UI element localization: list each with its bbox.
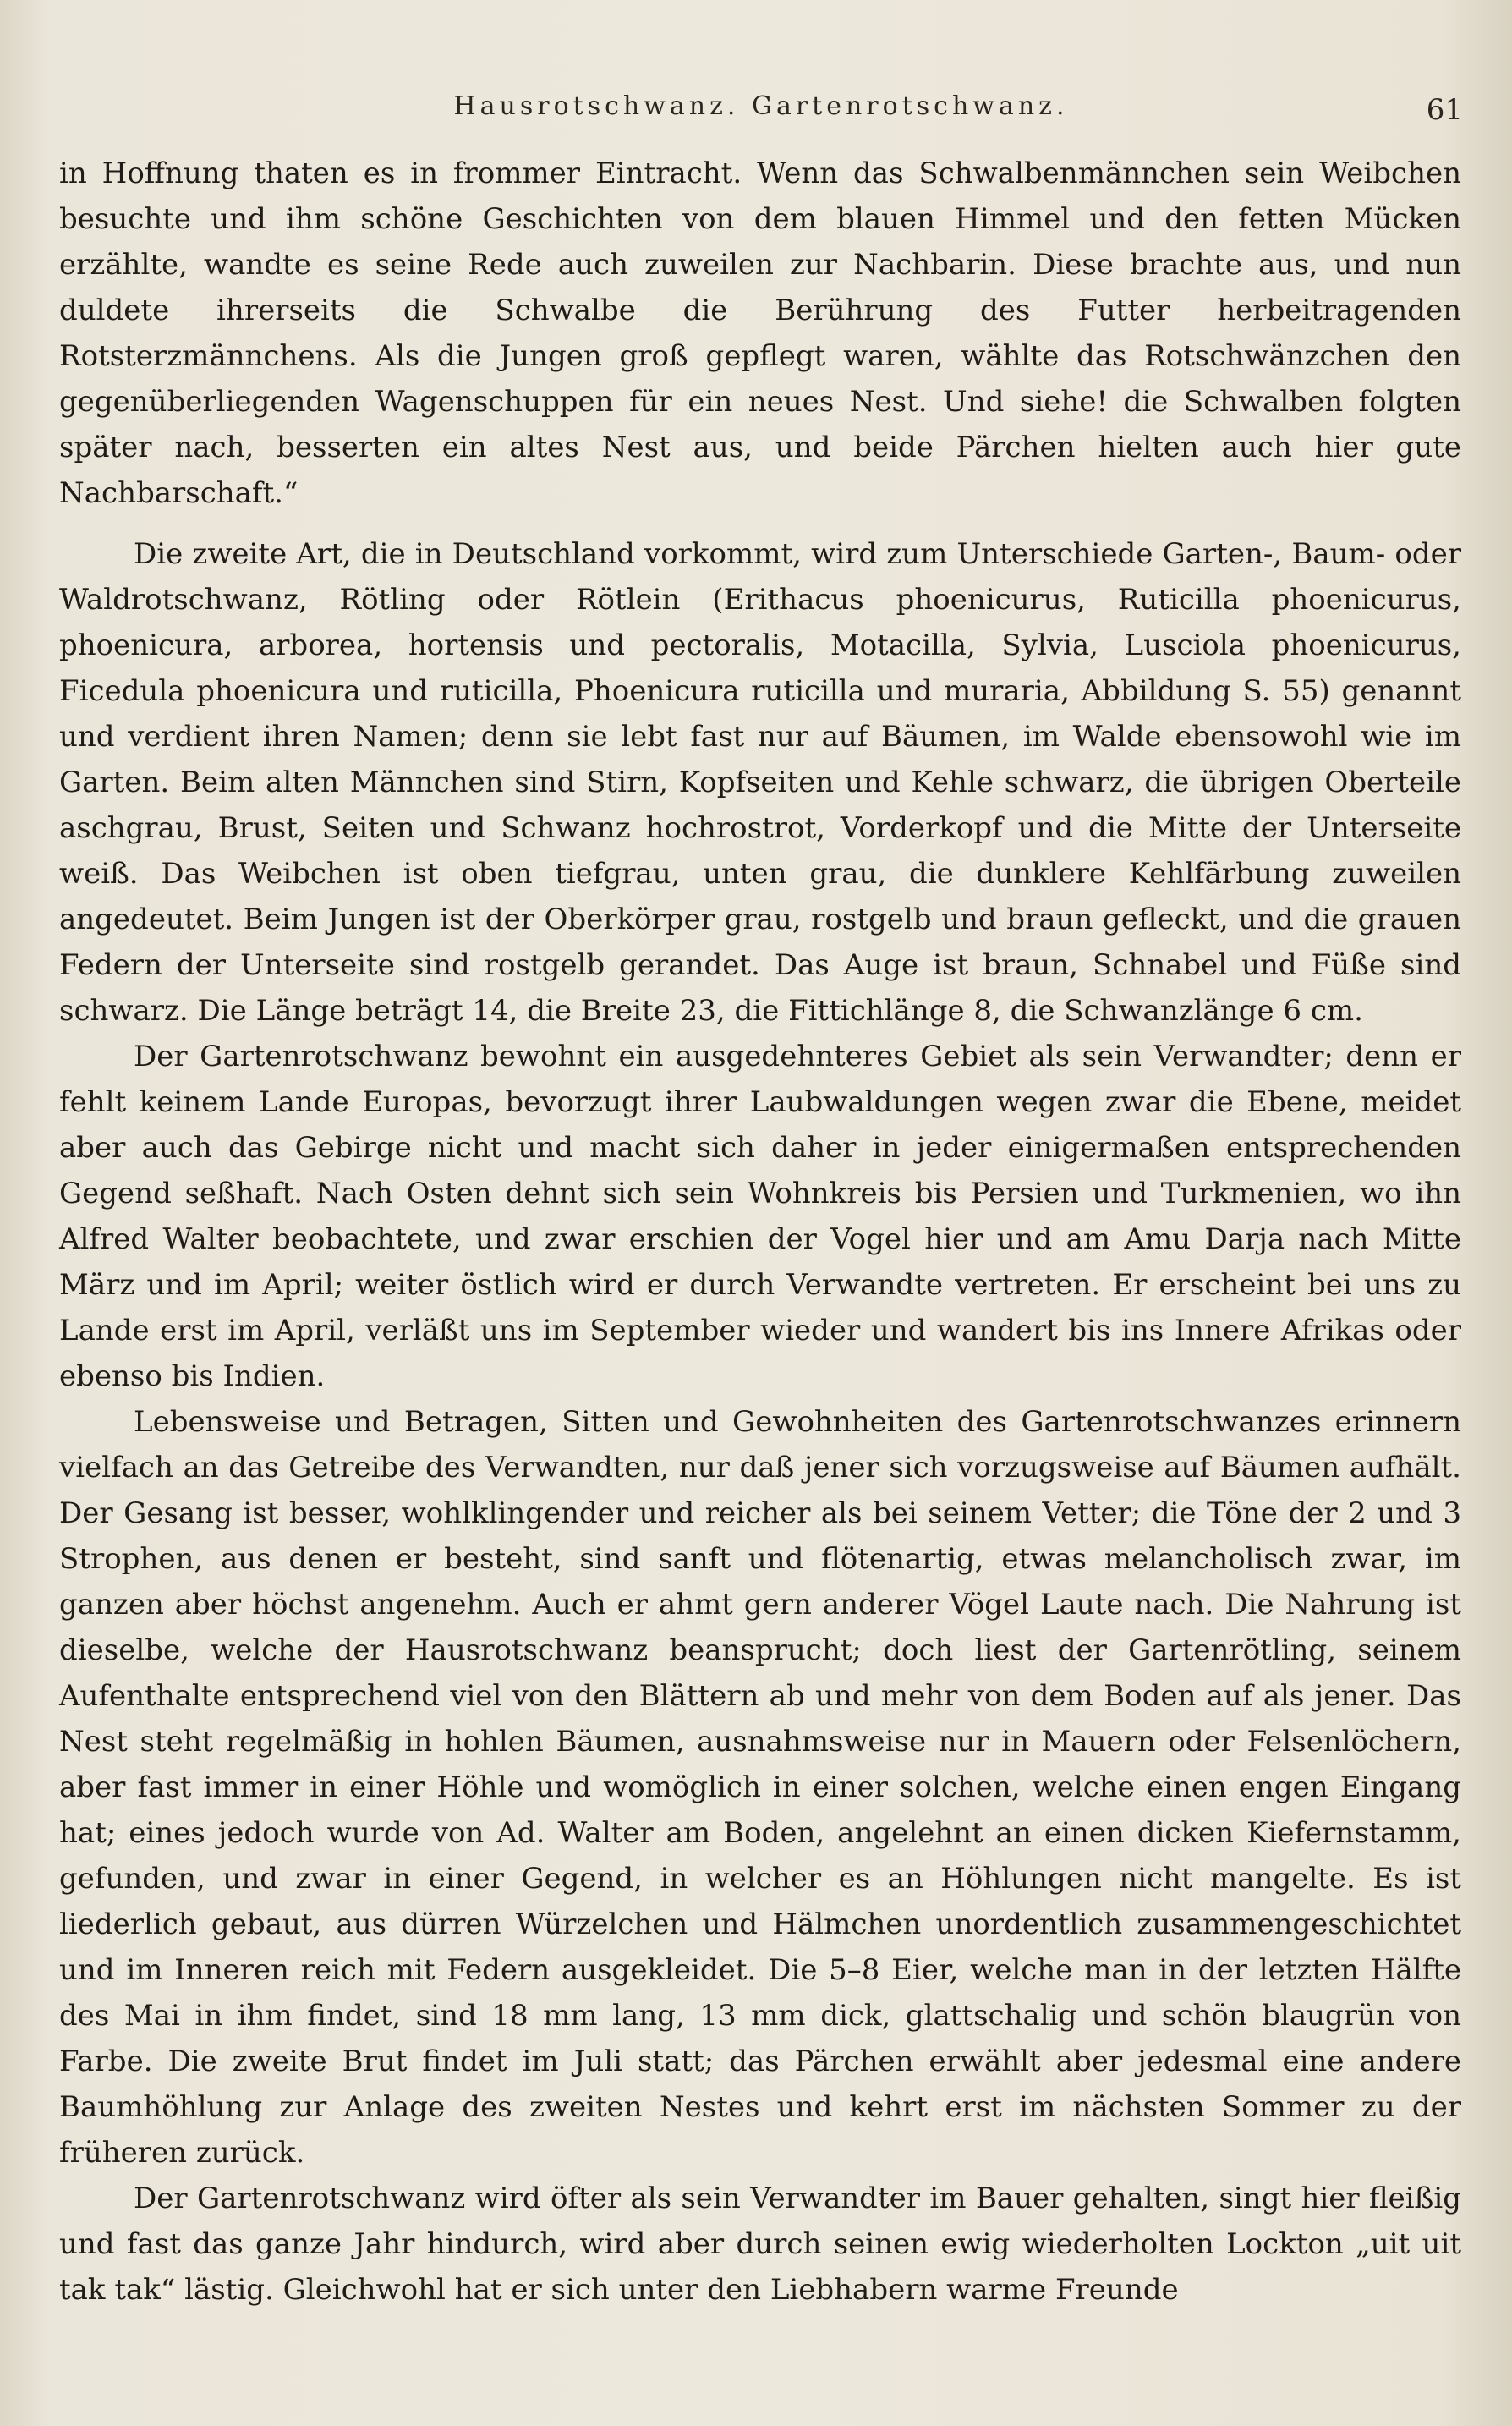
paragraph-range: Der Gartenrotschwanz bewohnt ein ausgedehnteres Gebiet als sein Verwandter; denn er fehlt keinem Lande Europas, bevorzugt ihrer Laubwaldungen wegen zwar die Ebene, meidet aber auch das Gebirge nicht und macht sich daher in jeder einigermaßen entsprechenden Gegend seßhaft. Nach Osten dehnt sich sein Wohnkreis bis Persien und Turkmenien, wo ihn Alfred Walter beobachtete, und zwar erschien der Vogel hier und am Amu Darja nach Mitte März und im April; weiter östlich wird er durch Verwandte vertreten. Er erscheint bei uns zu Lande erst im April, verläßt uns im September wieder und wandert bis ins Innere Afrikas oder ebenso bis Indien.: [59, 1040, 1461, 1393]
body-text: [59, 151, 1461, 2313]
paragraph-description: Die zweite Art, die in Deutschland vorkommt, wird zum Unterschiede Garten-, Baum- oder Waldrotschwanz, Rötling oder Rötlein (Erithacus phoenicurus, Ruticilla phoenicurus, phoenicura, arborea, hortensis und pectoralis, Motacilla, Sylvia, Lusciola phoenicurus, Ficedula phoenicura und ruticilla, Phoenicura ruticilla und muraria, Abbildung S. 55) genannt und verdient ihren Namen; denn sie lebt fast nur auf Bäumen, im Walde ebensowohl wie im Garten. Beim alten Männchen sind Stirn, Kopfseiten und Kehle schwarz, die übrigen Oberteile aschgrau, Brust, Seiten und Schwanz hochrostrot, Vorderkopf und die Mitte der Unterseite weiß. Das Weibchen ist oben tiefgrau, unten grau, die dunklere Kehlfärbung zuweilen angedeutet. Beim Jungen ist der Oberkörper grau, rostgelb und braun gefleckt, und die grauen Federn der Unterseite sind rostgelb gerandet. Das Auge ist braun, Schnabel und Füße sind schwarz. Die Länge beträgt 14, die Breite 23, die Fittichlänge 8, die Schwanzlänge 6 cm.: [59, 537, 1461, 1028]
running-head: Hausrotschwanz. Gartenrotschwanz.: [453, 91, 1069, 121]
paragraph-behavior: Lebensweise und Betragen, Sitten und Gewohnheiten des Gartenrotschwanzes erinnern vielfach an das Getreibe des Verwandten, nur daß jener sich vorzugsweise auf Bäumen aufhält. Der Gesang ist besser, wohlklingender und reicher als bei seinem Vetter; die Töne der 2 und 3 Strophen, aus denen er besteht, sind sanft und flötenartig, etwas melancholisch zwar, im ganzen aber höchst angenehm. Auch er ahmt gern anderer Vögel Laute nach. Die Nahrung ist dieselbe, welche der Hausrotschwanz beansprucht; doch liest der Gartenrötling, seinem Aufenthalte entsprechend viel von den Blättern ab und mehr von dem Boden auf als jener. Das Nest steht regelmäßig in hohlen Bäumen, ausnahmsweise nur in Mauern oder Felsenlöchern, aber fast immer in einer Höhle und womöglich in einer solchen, welche einen engen Eingang hat; eines jedoch wurde von Ad. Walter am Boden, angelehnt an einen dicken Kiefernstamm, gefunden, und zwar in einer Gegend, in welcher es an Höhlungen nicht mangelte. Es ist liederlich gebaut, aus dürren Würzelchen und Hälmchen unordentlich zusammengeschichtet und im Inneren reich mit Federn ausgekleidet. Die 5–8 Eier, welche man in der letzten Hälfte des Mai in ihm findet, sind 18 mm lang, 13 mm dick, glattschalig und schön blaugrün von Farbe. Die zweite Brut findet im Juli statt; das Pärchen erwählt aber jedesmal eine andere Baumhöhlung zur Anlage des zweiten Nestes und kehrt erst im nächsten Sommer zu der früheren zurück.: [59, 1405, 1461, 2170]
paragraph-captivity: Der Gartenrotschwanz wird öfter als sein Verwandter im Bauer gehalten, singt hier fleißig und fast das ganze Jahr hindurch, wird aber durch seinen ewig wiederholten Lockton „uit uit tak tak“ lästig. Gleichwohl hat er sich unter den Liebhabern warme Freunde: [59, 2182, 1461, 2307]
paragraph-continuation: in Hoffnung thaten es in frommer Eintracht. Wenn das Schwalbenmännchen sein Weibchen besuchte und ihm schöne Geschichten von dem blauen Himmel und den fetten Mücken erzählte, wandte es seine Rede auch zuweilen zur Nachbarin. Diese brachte aus, und nun duldete ihrerseits die Schwalbe die Berührung des Futter herbeitragenden Rotsterzmännchens. Als die Jungen groß gepflegt waren, wählte das Rotschwänzchen den gegenüberliegenden Wagenschuppen für ein neues Nest. Und siehe! die Schwalben folgten später nach, besserten ein altes Nest aus, und beide Pärchen hielten auch hier gute Nachbarschaft.“: [59, 156, 1461, 510]
page-header: [59, 91, 1463, 134]
page-number: 61: [1426, 93, 1463, 127]
